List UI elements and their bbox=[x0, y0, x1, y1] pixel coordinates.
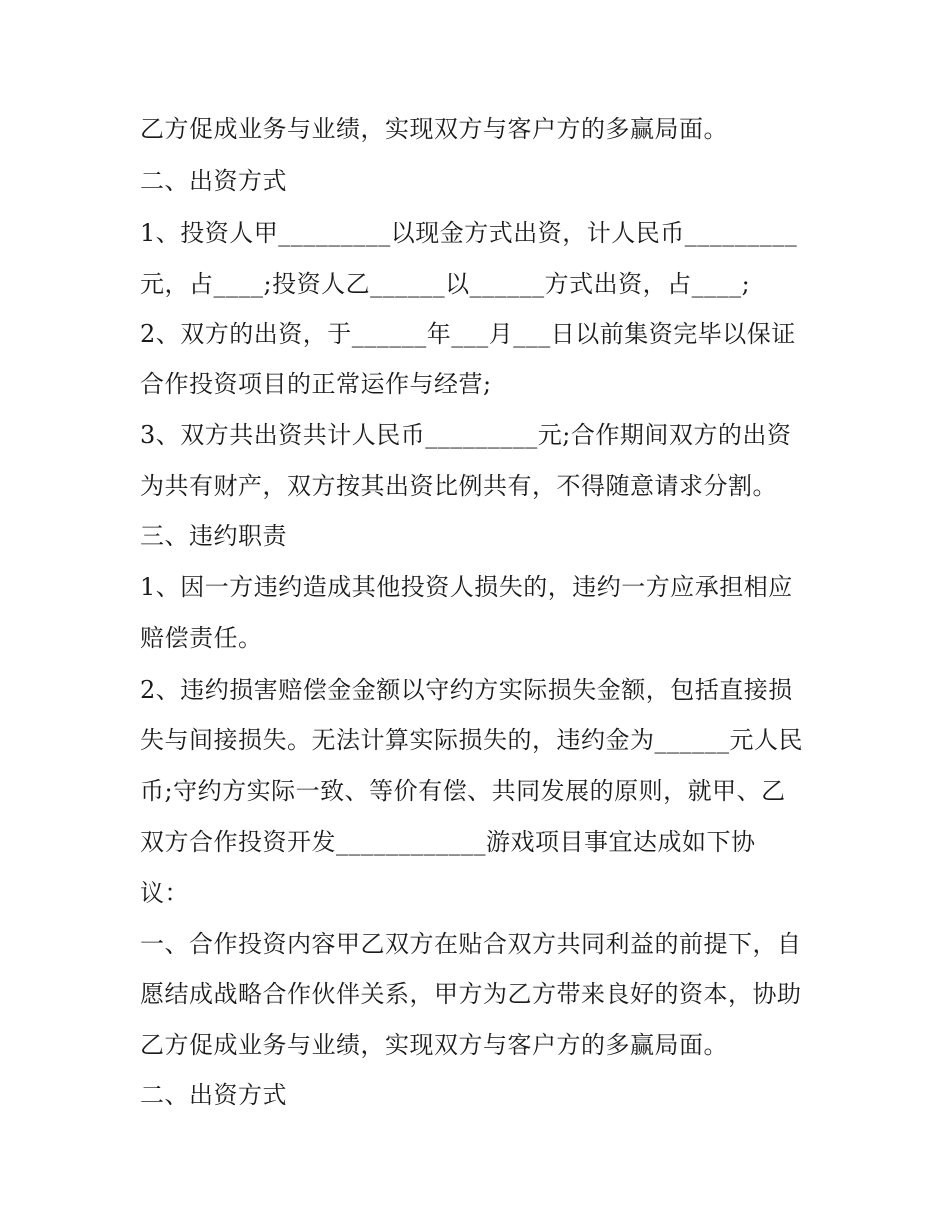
text-line: 元，占____;投资人乙______以______方式出资，占____; bbox=[140, 270, 751, 298]
text-line: 合作投资项目的正常运作与经营; bbox=[140, 370, 492, 398]
section-heading: 二、出资方式 bbox=[140, 1081, 287, 1109]
text-line: 1、因一方违约造成其他投资人损失的，违约一方应承担相应 bbox=[140, 573, 793, 601]
section-heading: 二、出资方式 bbox=[140, 167, 287, 195]
text-line: 币;守约方实际一致、等价有偿、共同发展的原则，就甲、乙 bbox=[140, 777, 786, 805]
text-line: 议： bbox=[140, 879, 189, 907]
text-line: 一、合作投资内容甲乙双方在贴合双方共同利益的前提下，自 bbox=[140, 930, 802, 958]
text-line: 失与间接损失。无法计算实际损失的，违约金为______元人民 bbox=[140, 726, 803, 754]
text-line: 愿结成战略合作伙伴关系，甲方为乙方带来良好的资本，协助 bbox=[140, 980, 802, 1008]
text-line: 2、违约损害赔偿金金额以守约方实际损失金额，包括直接损 bbox=[140, 676, 793, 704]
text-line: 赔偿责任。 bbox=[140, 624, 263, 652]
text-line: 1、投资人甲_________以现金方式出资，计人民币_________ bbox=[140, 219, 798, 247]
text-line: 乙方促成业务与业绩，实现双方与客户方的多赢局面。 bbox=[140, 115, 728, 143]
text-line: 为共有财产，双方按其出资比例共有，不得随意请求分割。 bbox=[140, 472, 777, 500]
section-heading: 三、违约职责 bbox=[140, 522, 287, 550]
text-line: 双方合作投资开发____________游戏项目事宜达成如下协 bbox=[140, 828, 756, 856]
text-line: 乙方促成业务与业绩，实现双方与客户方的多赢局面。 bbox=[140, 1031, 728, 1059]
text-line: 2、双方的出资，于______年___月___日以前集资完毕以保证 bbox=[140, 320, 796, 348]
text-line: 3、双方共出资共计人民币_________元;合作期间双方的出资 bbox=[140, 421, 792, 449]
